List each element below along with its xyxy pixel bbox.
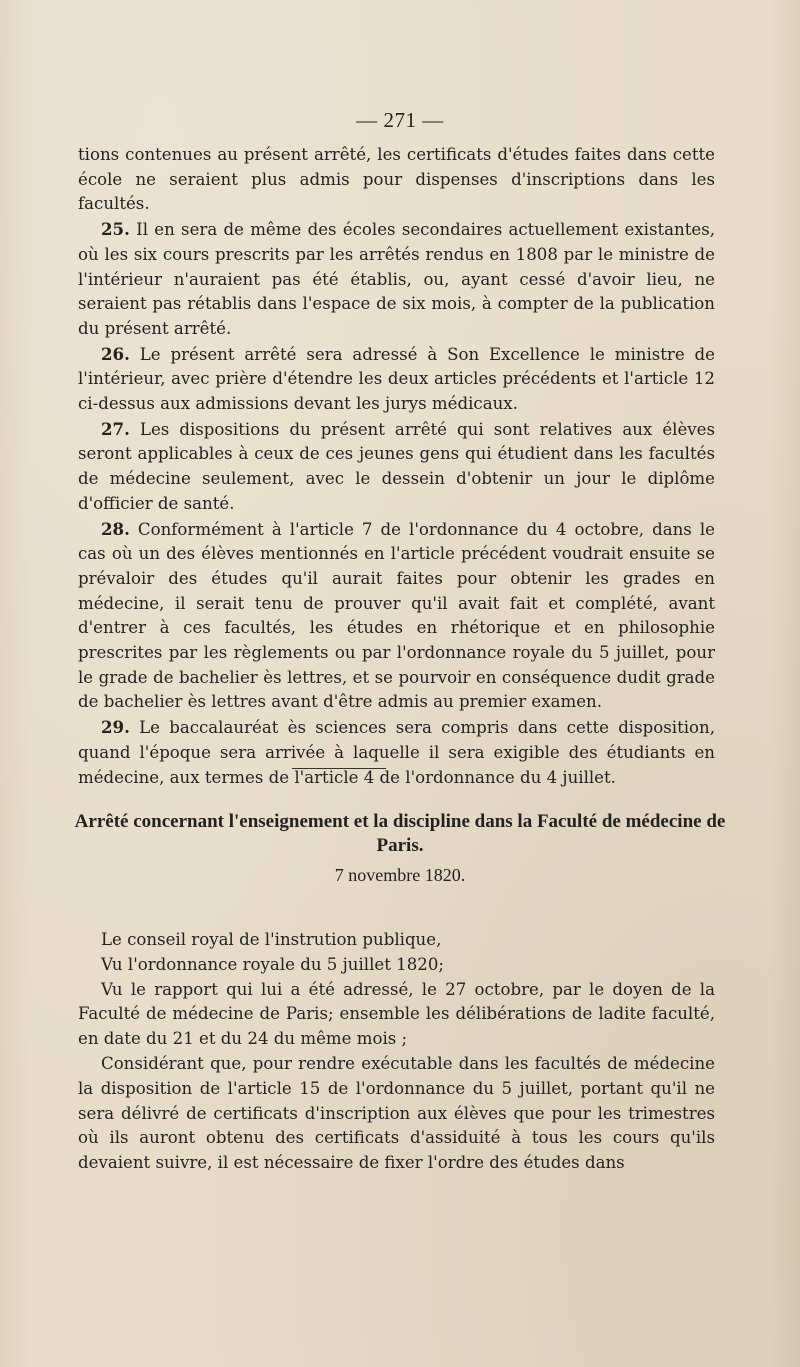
article-27-text: Les dispositions du présent arrêté qui sont relatives aux élèves seront applicables à ceux de ces jeunes gens qui étudient dans les facultés de médecine seulement, avec le dessein d'obtenir un jour le diplôme d'officier de santé.	[78, 419, 715, 513]
decree-block	[78, 928, 715, 1176]
article-25	[78, 217, 715, 342]
article-26-number: 26.	[101, 343, 130, 364]
article-28-text: Conformément à l'article 7 de l'ordonnance du 4 octobre, dans le cas où un des élèves mentionnés en l'article précédent voudrait ensuite se prévaloir des études qu'il aurait faites pour obtenir les grades en médecine, il serait tenu de prouver qu'il avait fait et complété, avant d'entrer à ces facultés, les études en rhétorique et en philosophie prescrites par les règlements ou par l'ordonnance royale du 5 juillet, pour le grade de bachelier ès lettres, et se pourvoir en conséquence dudit grade de bachelier ès lettres avant d'être admis au premier examen.	[78, 519, 715, 712]
section-date: 7 novembre 1820.	[334, 865, 466, 885]
intro-continuation: tions contenues au présent arrêté, les certificats d'études faites dans cette école ne seraient plus admis pour dispenses d'inscriptions dans les facultés.	[78, 145, 715, 214]
decree-para-2: Vu l'ordonnance royale du 5 juillet 1820;	[101, 954, 444, 974]
article-27-number: 27.	[101, 418, 130, 439]
article-25-number: 25.	[101, 219, 130, 240]
page-number: — 271 —	[356, 108, 444, 132]
decree-para-1: Le conseil royal de l'instrution publique,	[101, 930, 442, 949]
article-28-number: 28.	[101, 518, 130, 539]
decree-para-3: Vu le rapport qui lui a été adressé, le 27 octobre, par le doyen de la Faculté de médecine de Paris; ensemble les délibérations de ladite faculté, en date du 21 et du 24 du même mois ;	[78, 979, 715, 1049]
article-29-text: Le baccalauréat ès sciences sera compris dans cette disposition, quand l'époque sera arrivée à laquelle il sera exigible des étudiants en médecine, aux termes de l'article 4 de l'ordonnance du 4 juillet.	[78, 718, 715, 787]
article-26-text: Le présent arrêté sera adressé à Son Excellence le ministre de l'intérieur, avec prière d'étendre les deux articles précédents et l'article 12 ci-dessus aux admissions devant les jurys médicaux.	[78, 344, 715, 414]
article-29-number: 29.	[101, 717, 130, 738]
section-heading: Arrêté concernant l'enseignement et la discipline dans la Faculté de médecine de Paris.	[74, 811, 726, 856]
article-29	[78, 715, 715, 790]
article-26	[78, 342, 715, 417]
decree-para-4: Considérant que, pour rendre exécutable dans les facultés de médecine la disposition de l'article 15 de l'ordonnance du 5 juillet, portant qu'il ne sera délivré de certificats d'inscription aux élèves que pour les trimestres où ils auront obtenu des certificats d'assiduité à tous les cours qu'ils devaient suivre, il est nécessaire de fixer l'ordre des études dans	[78, 1053, 715, 1173]
section-divider	[292, 768, 386, 769]
articles-block	[78, 143, 715, 790]
article-28	[78, 517, 715, 716]
article-27	[78, 417, 715, 517]
article-25-text: Il en sera de même des écoles secondaires actuellement existantes, où les six cours prescrits par les arrêtés rendus en 1808 par le ministre de l'intérieur n'auraient pas été établis, ou, ayant cessé d'avoir lieu, ne seraient pas rétablis dans l'espace de six mois, à compter de la publication du présent arrêté.	[78, 220, 715, 338]
